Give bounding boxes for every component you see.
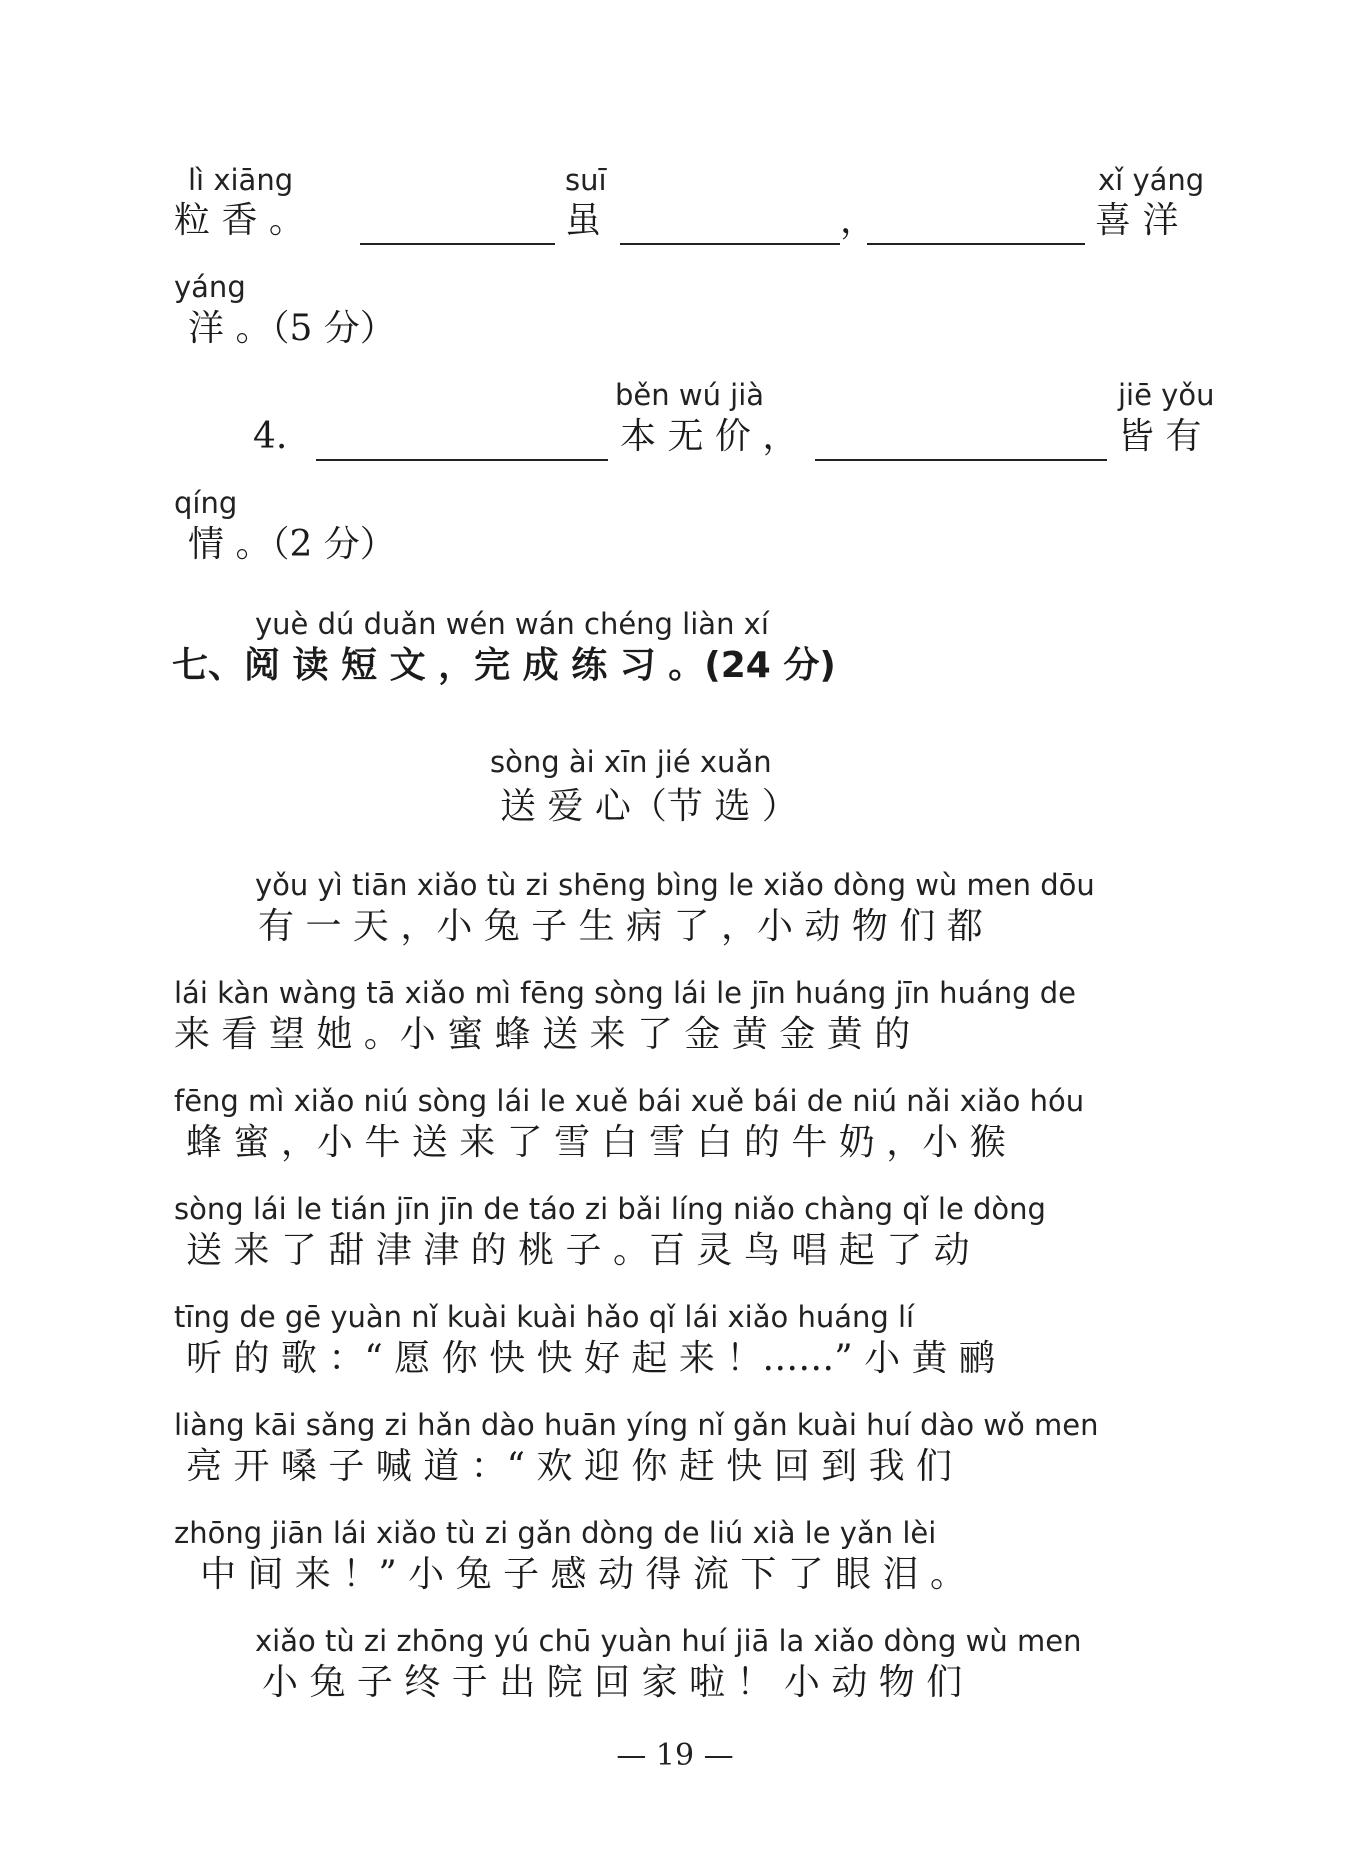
q3-text-sui: 虽 <box>565 200 602 241</box>
passage-line-3-pinyin: fēng mì xiǎo niú sòng lái le xuě bái xuě bái de niú nǎi xiǎo hóu <box>174 1084 1085 1118</box>
section7-pinyin: yuè dú duǎn wén wán chéng liàn xí <box>255 607 769 641</box>
passage-line-1-pinyin: yǒu yì tiān xiǎo tù zi shēng bìng le xiǎo dòng wù men dōu <box>255 868 1095 902</box>
q3-text-yang-score: 洋 。（5 分） <box>188 308 396 349</box>
section7-title: 七、阅 读 短 文 ，完 成 练 习 。(24 分) <box>172 645 836 686</box>
passage-line-1-text: 有 一 天 ，小 兔 子 生 病 了 ，小 动 物 们 都 <box>258 906 983 947</box>
page-number: — 19 — <box>616 1738 734 1773</box>
passage-line-7-text: 中 间 来 ！” 小 兔 子 感 动 得 流 下 了 眼 泪 。 <box>200 1554 967 1595</box>
q4-number: 4. <box>253 416 288 457</box>
q3-pinyin-sui: suī <box>565 163 607 197</box>
q4-text-qing-score: 情 。（2 分） <box>188 524 396 565</box>
q4-text-benwujia: 本 无 价 ， <box>620 416 799 457</box>
passage-line-6-text: 亮 开 嗓 子 喊 道 ：“ 欢 迎 你 赶 快 回 到 我 们 <box>186 1446 953 1487</box>
q3-text-lixiang: 粒 香 。 <box>174 200 305 241</box>
q4-blank-2[interactable] <box>815 459 1107 461</box>
q4-blank-1[interactable] <box>316 459 608 461</box>
passage-title-pinyin: sòng ài xīn jié xuǎn <box>490 745 772 779</box>
q3-pinyin-xiyang: xǐ yáng <box>1098 163 1205 197</box>
q4-text-jieyou: 皆 有 <box>1118 416 1202 457</box>
passage-line-3-text: 蜂 蜜 ，小 牛 送 来 了 雪 白 雪 白 的 牛 奶 ，小 猴 <box>186 1122 1006 1163</box>
passage-line-4-pinyin: sòng lái le tián jīn jīn de táo zi bǎi líng niǎo chàng qǐ le dòng <box>174 1192 1046 1226</box>
q3-blank-3[interactable] <box>867 243 1085 245</box>
q3-blank-1[interactable] <box>360 243 555 245</box>
q3-blank-2[interactable] <box>620 243 840 245</box>
passage-line-2-text: 来 看 望 她 。小 蜜 蜂 送 来 了 金 黄 金 黄 的 <box>174 1014 911 1055</box>
passage-line-5-pinyin: tīng de gē yuàn nǐ kuài kuài hǎo qǐ lái xiǎo huáng lí <box>174 1300 915 1334</box>
passage-title: 送 爱 心（节 选 ） <box>500 786 798 827</box>
passage-line-7-pinyin: zhōng jiān lái xiǎo tù zi gǎn dòng de liú xià le yǎn lèi <box>174 1516 937 1550</box>
passage-line-4-text: 送 来 了 甜 津 津 的 桃 子 。百 灵 鸟 唱 起 了 动 <box>186 1230 970 1271</box>
passage-line-2-pinyin: lái kàn wàng tā xiǎo mì fēng sòng lái le jīn huáng jīn huáng de <box>174 976 1076 1010</box>
q3-comma: ， <box>840 200 877 241</box>
q4-pinyin-benwujia: běn wú jià <box>615 378 765 412</box>
q3-pinyin-yang: yáng <box>174 270 246 304</box>
passage-line-6-pinyin: liàng kāi sǎng zi hǎn dào huān yíng nǐ gǎn kuài huí dào wǒ men <box>174 1408 1099 1442</box>
q4-pinyin-jieyou: jiē yǒu <box>1118 378 1215 412</box>
passage-line-5-text: 听 的 歌 ：“ 愿 你 快 快 好 起 来 ！……” 小 黄 鹂 <box>186 1338 996 1379</box>
passage-line-8-pinyin: xiǎo tù zi zhōng yú chū yuàn huí jiā la xiǎo dòng wù men <box>255 1624 1082 1658</box>
q3-text-xiyang: 喜 洋 <box>1095 200 1179 241</box>
q3-pinyin-lixiang: lì xiāng <box>188 163 294 197</box>
q4-pinyin-qing: qíng <box>174 486 238 520</box>
passage-line-8-text: 小 兔 子 终 于 出 院 回 家 啦 ！ 小 动 物 们 <box>262 1662 963 1703</box>
